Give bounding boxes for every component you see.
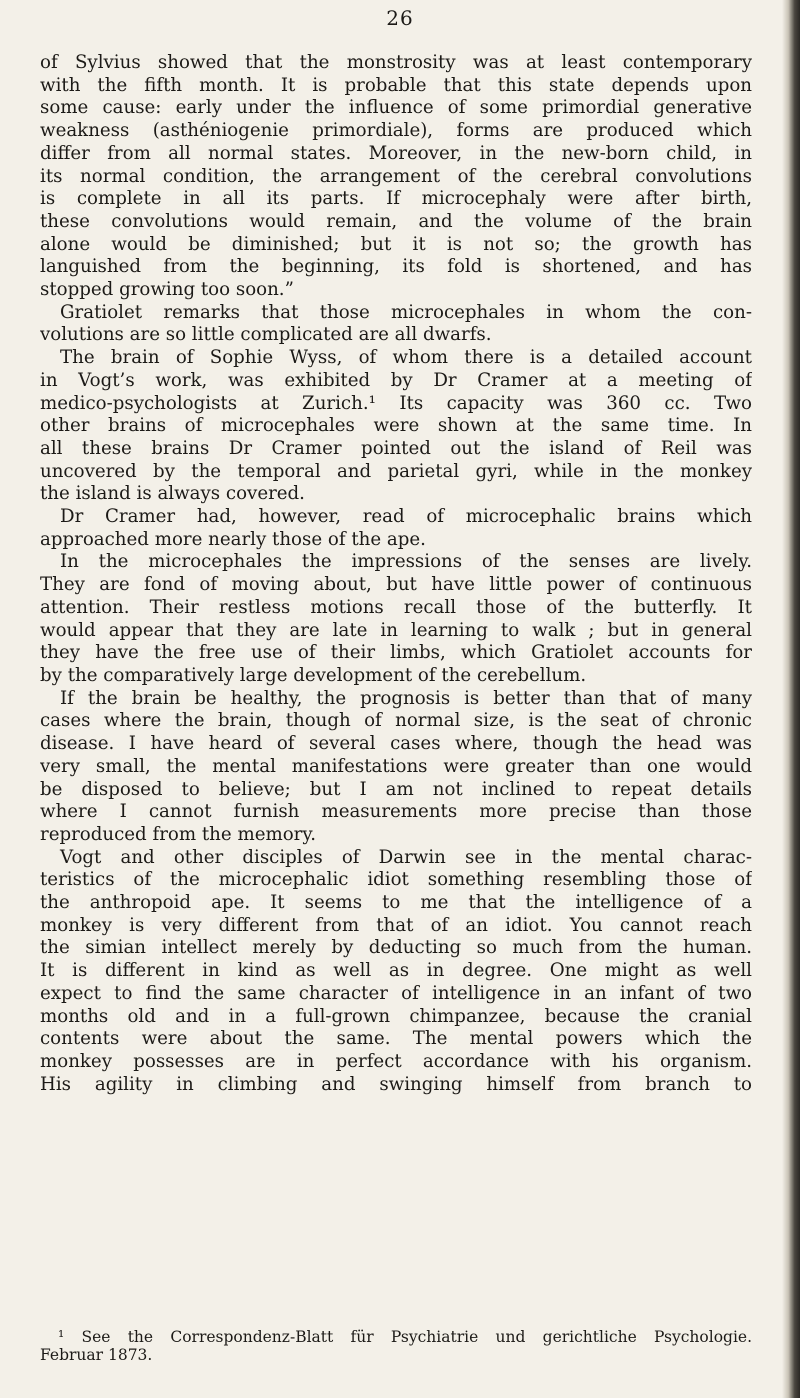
text-line: be disposed to believe; but I am not inclined to repeat details: [40, 778, 752, 800]
footnote-line: Februar 1873.: [40, 1346, 153, 1364]
text-line: where I cannot furnish measurements more precise than those: [40, 801, 752, 823]
text-line: the island is always covered.: [40, 483, 305, 505]
text-line: its normal condition, the arrangement of the cerebral convolutions: [40, 165, 752, 187]
text-line: approached more nearly those of the ape.: [40, 528, 426, 550]
text-line: in Vogt’s work, was exhibited by Dr Cramer at a meeting of: [40, 369, 752, 391]
text-line: months old and in a full-grown chimpanzee, because the cranial: [40, 1005, 752, 1027]
text-line: Gratiolet remarks that those microcephales in whom the con-: [60, 301, 752, 323]
text-line: Dr Cramer had, however, read of microcephalic brains which: [60, 506, 752, 528]
text-line: differ from all normal states. Moreover, in the new-born child, in: [40, 142, 752, 164]
text-line: teristics of the microcephalic idiot something resembling those of: [40, 869, 752, 891]
page-number: 26: [386, 6, 414, 30]
text-line: monkey possesses are in perfect accordance with his organism.: [40, 1050, 752, 1072]
text-line: medico-psychologists at Zurich.¹ Its capacity was 360 cc. Two: [40, 392, 752, 414]
text-line: It is different in kind as well as in degree. One might as well: [40, 960, 752, 982]
text-line: expect to find the same character of intelligence in an infant of two: [40, 982, 752, 1004]
text-line: reproduced from the memory.: [40, 823, 316, 845]
text-line: by the comparatively large development of the cerebellum.: [40, 664, 587, 686]
text-line: languished from the beginning, its fold is shortened, and has: [40, 256, 752, 278]
footnote-line: ¹ See the Correspondenz-Blatt für Psychiatrie und gerichtliche Psychologie.: [58, 1328, 752, 1346]
text-line: very small, the mental manifestations were greater than one would: [40, 755, 752, 777]
text-line: they have the free use of their limbs, which Gratiolet accounts for: [40, 642, 752, 664]
text-line: In the microcephales the impressions of the senses are lively.: [60, 551, 752, 573]
text-line: alone would be diminished; but it is not so; the growth has: [40, 233, 752, 255]
text-line: would appear that they are late in learning to walk ; but in general: [40, 619, 752, 641]
text-line: cases where the brain, though of normal size, is the seat of chronic: [40, 710, 752, 732]
text-line: other brains of microcephales were shown at the same time. In: [40, 415, 752, 437]
text-line: monkey is very different from that of an idiot. You cannot reach: [40, 914, 752, 936]
text-line: of Sylvius showed that the monstrosity was at least contemporary: [40, 52, 752, 73]
text-line: some cause: early under the influence of some primordial generative: [40, 97, 752, 119]
footnote: [40, 1328, 752, 1364]
text-line: weakness (asthéniogenie primordiale), forms are produced which: [40, 120, 752, 142]
text-line: His agility in climbing and swinging himself from branch to: [40, 1073, 752, 1095]
text-line: They are fond of moving about, but have little power of continuous: [40, 574, 752, 596]
text-line: the simian intellect merely by deducting so much from the human.: [40, 937, 752, 959]
text-line: uncovered by the temporal and parietal gyri, while in the monkey: [40, 460, 752, 482]
text-line: these convolutions would remain, and the volume of the brain: [40, 210, 752, 232]
text-line: the anthropoid ape. It seems to me that the intelligence of a: [40, 892, 752, 914]
text-line: contents were about the same. The mental powers which the: [40, 1028, 752, 1050]
text-line: The brain of Sophie Wyss, of whom there is a detailed account: [60, 347, 752, 369]
text-line: with the fifth month. It is probable that this state depends upon: [40, 74, 752, 96]
text-line: is complete in all its parts. If microcephaly were after birth,: [40, 188, 752, 210]
text-line: volutions are so little complicated are all dwarfs.: [40, 324, 492, 346]
text-line: If the brain be healthy, the prognosis is better than that of many: [60, 687, 752, 709]
text-line: Vogt and other disciples of Darwin see in the mental charac-: [60, 846, 752, 868]
text-line: attention. Their restless motions recall those of the butterfly. It: [40, 596, 752, 618]
text-line: disease. I have heard of several cases where, though the head was: [40, 733, 752, 755]
body-text: [40, 52, 752, 1096]
text-line: stopped growing too soon.”: [40, 279, 294, 301]
text-line: all these brains Dr Cramer pointed out the island of Reil was: [40, 437, 752, 459]
page-edge-shadow: [782, 0, 800, 1398]
